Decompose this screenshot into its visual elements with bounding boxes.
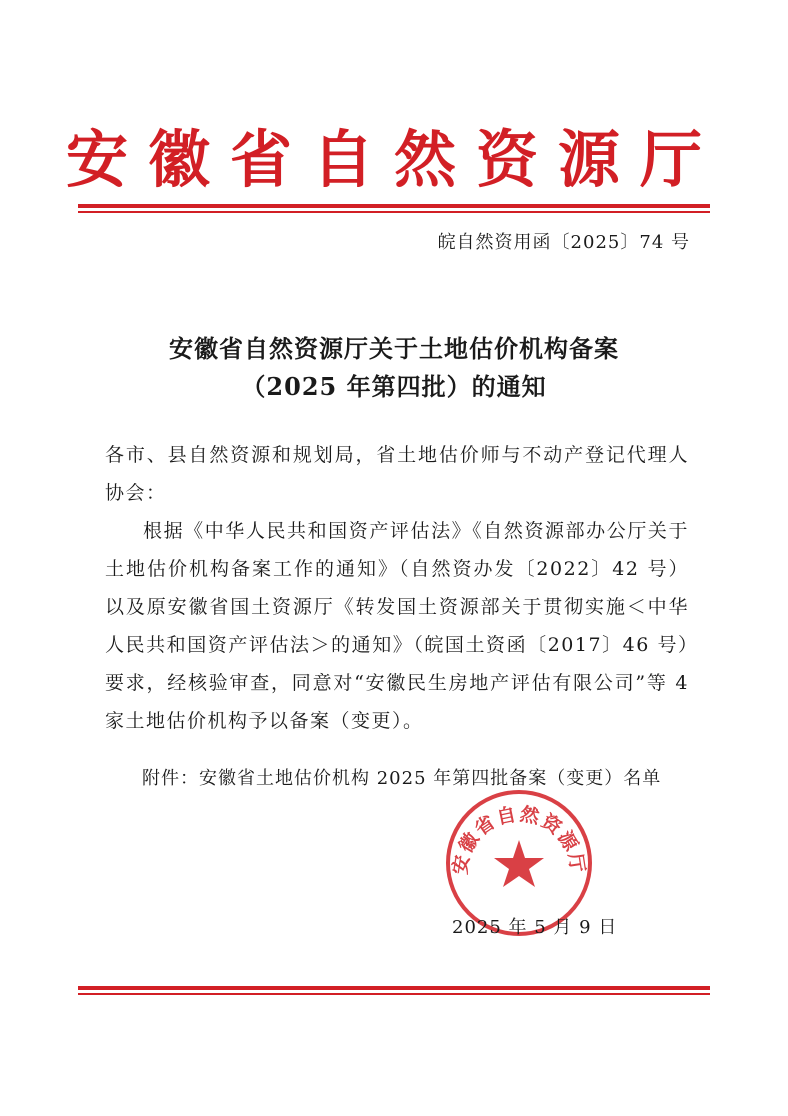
notice-title (0, 330, 788, 406)
svg-text:安徽省自然资源厅: 安徽省自然资源厅 (449, 803, 589, 876)
issue-date: 2025 年 5 月 9 日 (452, 917, 618, 938)
body-paragraph: 根据《中华人民共和国资产评估法》《自然资源部办公厅关于土地估价机构备案工作的通知》（自然资办发〔2022〕42 号）以及原安徽省国土资源厅《转发国土资源部关于贯彻实施＜中华人民共和国资产评估法＞的通知》（皖国土资函〔2017〕46 号）要求，经核验审查，同意对“安徽民生房地产评估有限公司”等 4 家土地估价机构予以备案（变更）。 (105, 520, 689, 732)
salutation: 各市、县自然资源和规划局，省土地估价师与不动产登记代理人协会： (105, 444, 689, 504)
seal-star-icon (494, 840, 544, 887)
document-number: 皖自然资用函〔2025〕74 号 (437, 232, 690, 253)
footer-divider (78, 986, 710, 995)
notice-title-line-2: （2025 年第四批）的通知 (241, 372, 547, 401)
notice-title-line-1: 安徽省自然资源厅关于土地估价机构备案 (169, 334, 619, 363)
masthead-divider (78, 204, 710, 213)
attachment-line: 附件：安徽省土地估价机构 2025 年第四批备案（变更）名单 (142, 768, 662, 789)
masthead-title: 安徽省自然资源厅 (65, 123, 722, 196)
notice-body (105, 436, 689, 740)
